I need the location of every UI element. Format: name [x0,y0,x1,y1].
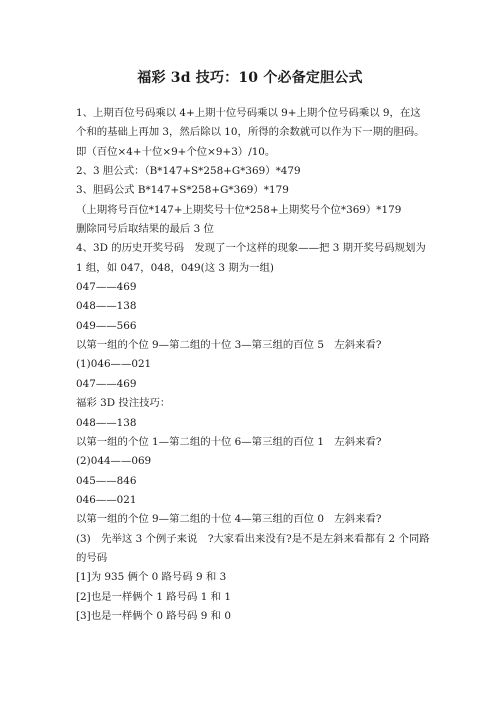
paragraph-7: 047——469 [76,281,137,294]
paragraph-14: 048——138 [76,416,137,429]
paragraph-23: [3]也是一样俩个 0 路号码 9 和 0 [76,609,231,622]
paragraph-16: (2)044——069 [76,455,152,468]
paragraph-8: 048——138 [76,300,137,313]
paragraph-4: （上期将号百位*147+上期奖号十位*258+上期奖号个位*369）*179 [76,203,402,216]
document-body [76,104,430,626]
paragraph-11: (1)046——021 [76,358,152,371]
paragraph-13: 福彩 3D 投注技巧： [76,397,171,410]
paragraph-15: 以第一组的个位 1—第二组的十位 6—第三组的百位 1 左斜来看? [76,435,382,448]
paragraph-17: 045——846 [76,474,137,487]
paragraph-22: [2]也是一样俩个 1 路号码 1 和 1 [76,590,231,603]
paragraph-2: 2、3 胆公式：（B*147+S*258+G*369）*479 [76,165,301,178]
paragraph-9: 049——566 [76,319,137,332]
paragraph-21: [1]为 935 俩个 0 路号码 9 和 3 [76,571,227,584]
paragraph-12: 047——469 [76,377,137,390]
paragraph-3: 3、胆码公式 B*147+S*258+G*369）*179 [76,184,289,197]
paragraph-1: 1、上期百位号码乘以 4+上期十位号码乘以 9+上期个位号码乘以 9，在这个和的基础上再加 3，然后除以 10，所得的余数就可以作为下一期的胆码。即（百位×4+十位×9+个位×9+3）/10。 [76,107,425,158]
page-title: 福彩 3d 技巧：10 个必备定胆公式 [137,70,363,86]
paragraph-5: 删除同号后取结果的最后 3 位 [76,223,214,236]
paragraph-6: 4、3D 的历史开奖号码 发现了一个这样的现象——把 3 期开奖号码规划为 1 组，如 047，048，049(这 3 期为一组) [76,242,426,274]
paragraph-10: 以第一组的个位 9—第二组的十位 3—第三组的百位 5 左斜来看? [76,339,382,352]
paragraph-18: 046——021 [76,493,137,506]
paragraph-20: (3) 先举这 3 个例子来说 ?大家看出来没有?是不是左斜来看都有 2 个同路的号码 [76,532,430,564]
paragraph-19: 以第一组的个位 9—第二组的十位 4—第三组的百位 0 左斜来看? [76,513,382,526]
